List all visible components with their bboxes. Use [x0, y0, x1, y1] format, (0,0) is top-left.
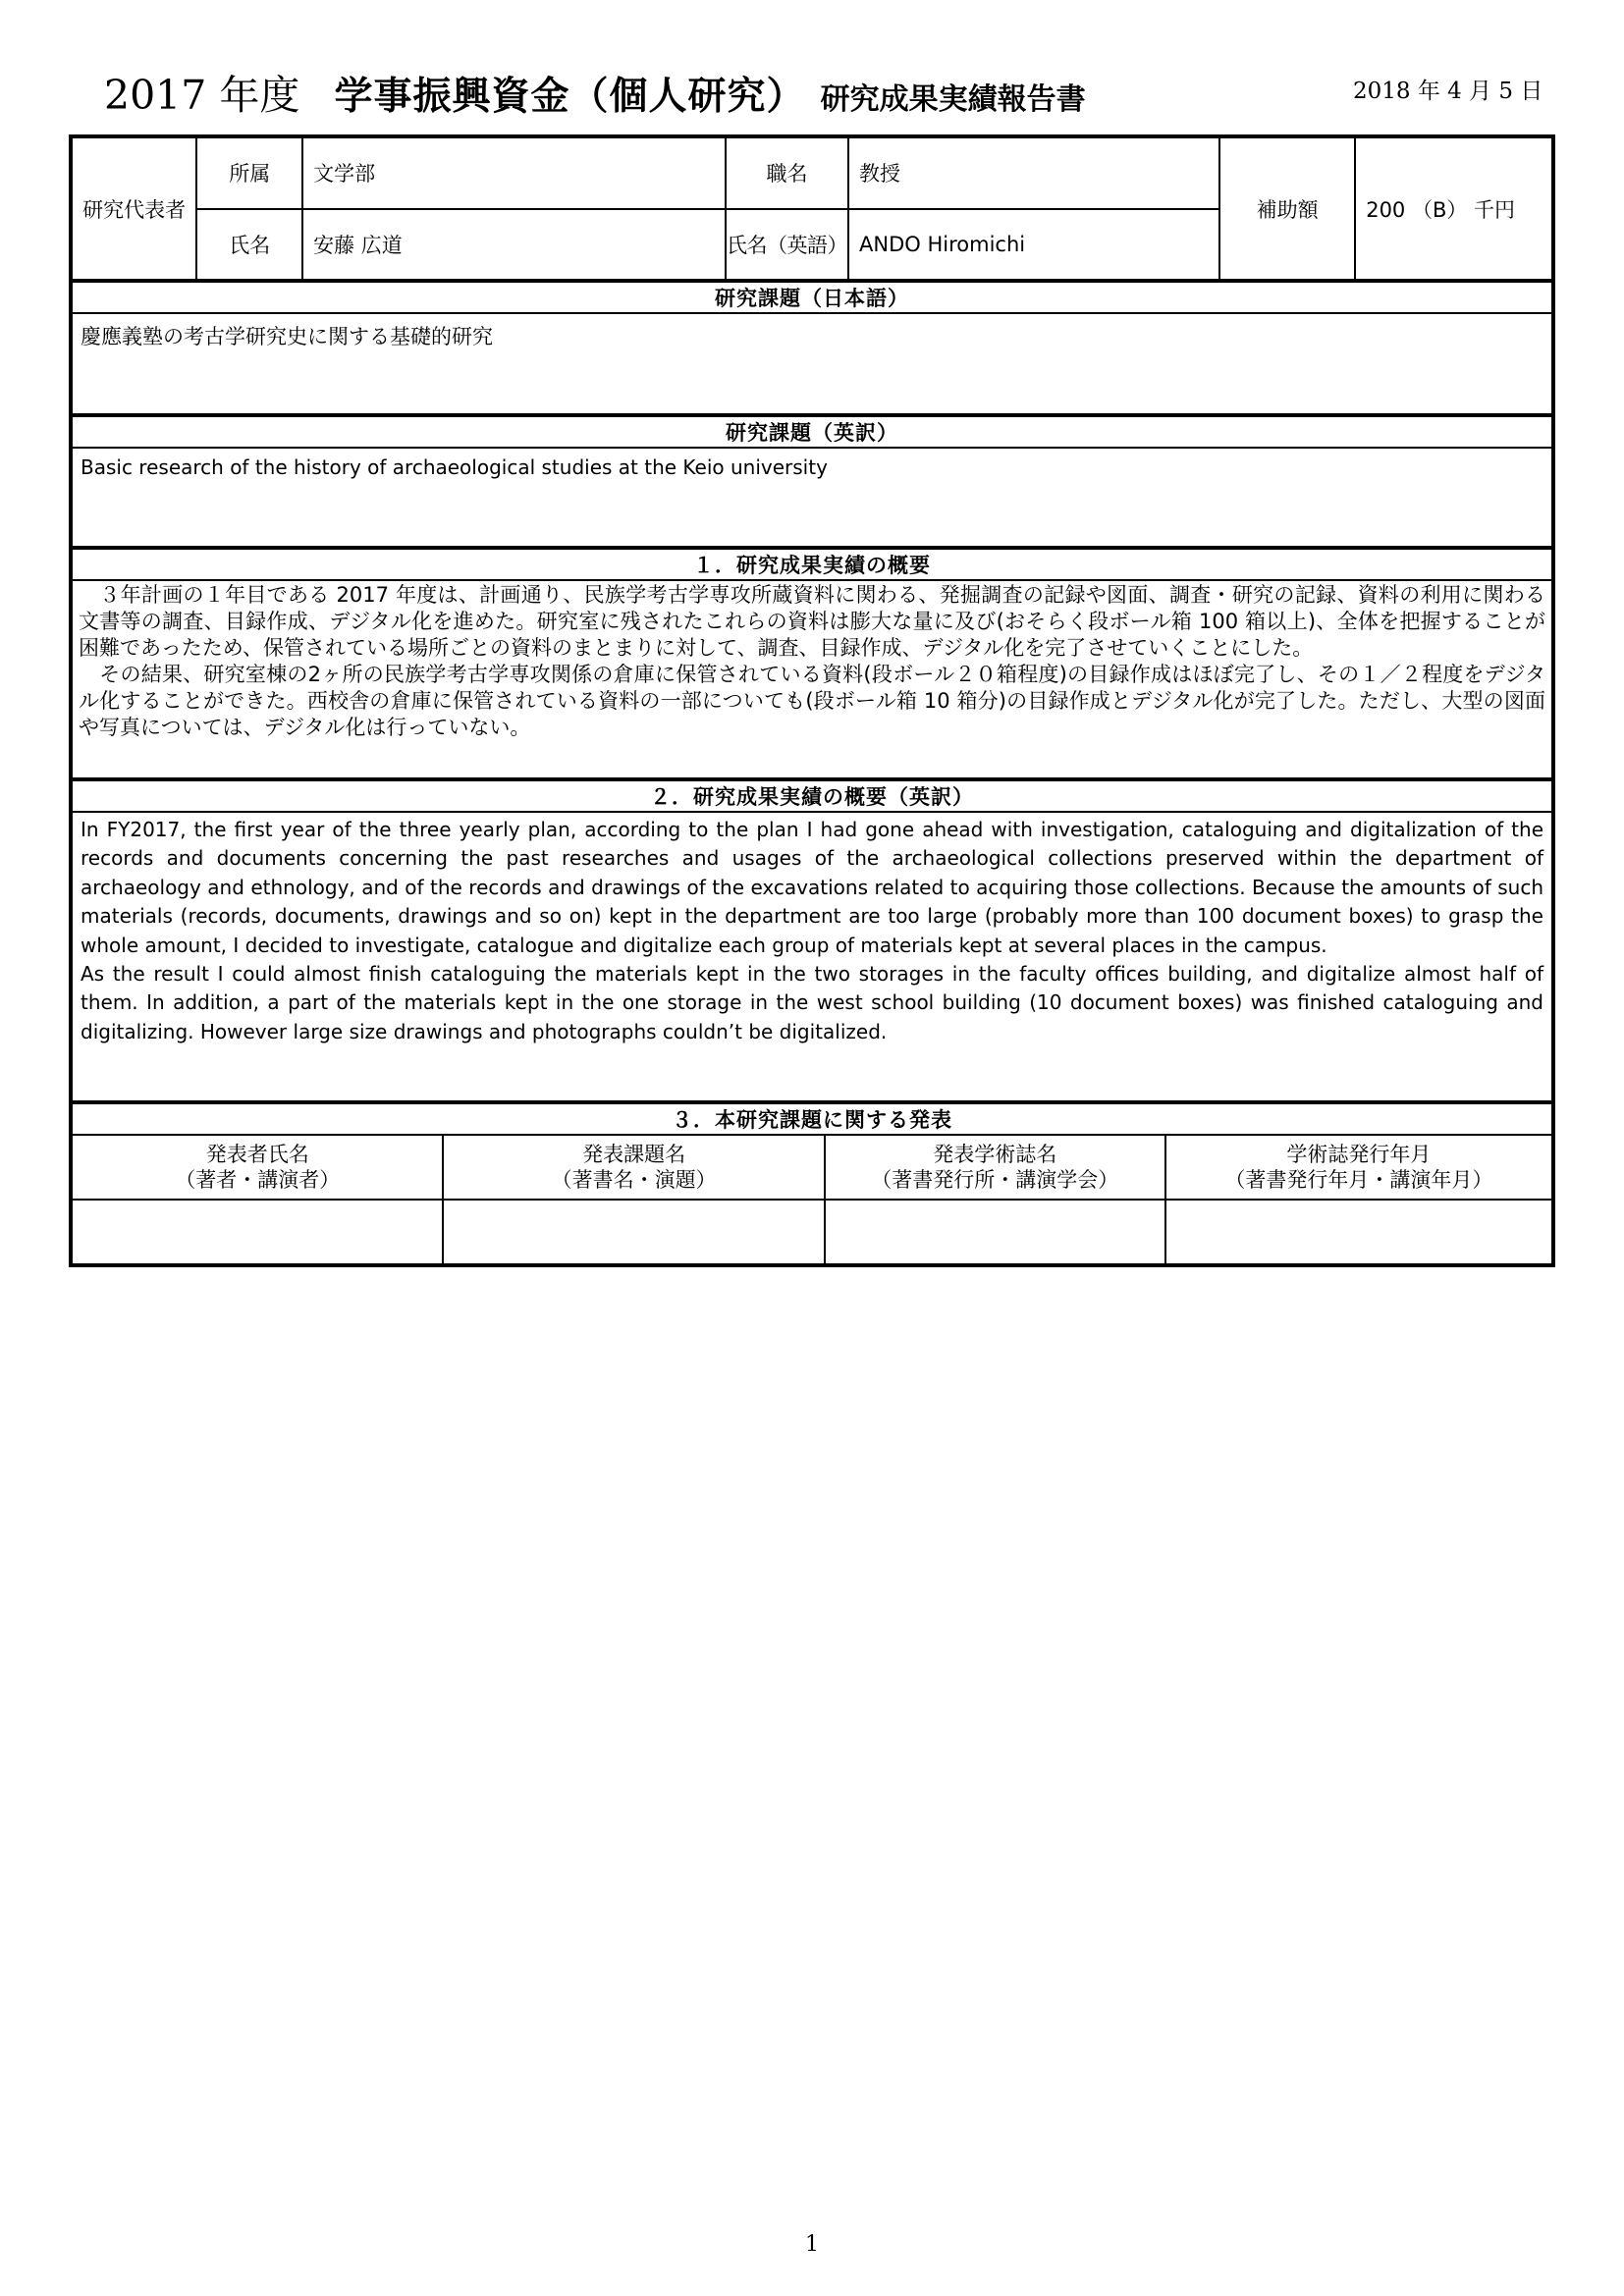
presentations-empty-row	[73, 1201, 1551, 1263]
summary-en-paragraph-1: In FY2017, the first year of the three yearly plan, according to the plan I had gone ahead with investigation, cataloguing and digitalization of the records and documents concerning the past researches and usages of the archaeological collections preserved within the department of archaeology and ethnology, and of the records and drawings of the excavations related to acquiring those collections. Because the amounts of such materials (records, documents, drawings and so on) kept in the department are too large (probably more than 100 document boxes) to grasp the whole amount, I decided to investigate, catalogue and digitalize each group of materials kept at several places in the campus.	[81, 818, 1543, 957]
col-journal-line2: （著書発行所・講演学会）	[871, 1168, 1119, 1192]
research-title-en-heading: 研究課題（英訳）	[73, 417, 1551, 449]
position-value: 教授	[849, 138, 1218, 208]
research-title-ja-heading: 研究課題（日本語）	[73, 283, 1551, 314]
research-title-ja-text: 慶應義塾の考古学研究史に関する基礎的研究	[73, 314, 1551, 417]
col-journal-line1: 発表学術誌名	[933, 1143, 1057, 1166]
col-date-line1: 学術誌発行年月	[1286, 1143, 1432, 1166]
summary-en-heading: ２．研究成果実績の概要（英訳）	[73, 781, 1551, 813]
col-presenter-line2: （著者・講演者）	[175, 1168, 341, 1192]
name-english-label: 氏名（英語）	[727, 210, 847, 280]
col-topic-line2: （著書名・演題）	[551, 1168, 717, 1192]
title-subtitle: 研究成果実績報告書	[820, 82, 1086, 117]
document-date: 2018 年 4 月 5 日	[1353, 79, 1543, 104]
page-number: 1	[805, 2232, 819, 2257]
representative-label: 研究代表者	[73, 138, 195, 279]
research-title-en-text: Basic research of the history of archaeological studies at the Keio university	[73, 449, 1551, 550]
affiliation-label: 所属	[197, 138, 301, 208]
empty-cell-date	[1166, 1201, 1551, 1263]
title-year: 2017 年度	[104, 72, 300, 119]
name-value: 安藤 広道	[303, 210, 725, 280]
name-label: 氏名	[197, 210, 301, 280]
summary-ja-heading: １．研究成果実績の概要	[73, 550, 1551, 581]
summary-en-paragraph-2: As the result I could almost finish cataloguing the materials kept in the two storages in the faculty offices building, and digitalize almost half of them. In addition, a part of the materials kept in the one storage in the west school building (10 document boxes) was finished cataloguing and digitalizing. However large size drawings and photographs couldn’t be digitalized.	[81, 962, 1543, 1043]
col-date-line2: （著書発行年月・講演年月）	[1224, 1168, 1493, 1192]
title-main: 学事振興資金（個人研究）	[334, 75, 806, 119]
subsidy-amount: 200 （B） 千円	[1356, 138, 1551, 279]
summary-en-text	[73, 813, 1551, 1104]
affiliation-value: 文学部	[303, 138, 725, 208]
position-label: 職名	[727, 138, 847, 208]
presentations-header-row	[73, 1136, 1551, 1201]
presentations-col-presenter	[73, 1136, 442, 1199]
presentations-heading: ３．本研究課題に関する発表	[73, 1104, 1551, 1136]
empty-cell-journal	[826, 1201, 1164, 1263]
document-title	[104, 63, 1086, 121]
col-presenter-line1: 発表者氏名	[205, 1143, 309, 1166]
name-english-value: ANDO Hiromichi	[849, 210, 1218, 280]
presentations-col-journal	[826, 1136, 1164, 1199]
summary-ja-paragraph-2: その結果、研究室棟の2ヶ所の民族学考古学専攻関係の倉庫に保管されている資料(段ボール２０箱程度)の目録作成はほぼ完了し、その１／２程度をデジタル化することができた。西校舎の倉庫に保管されている資料の一部についても(段ボール箱 10 箱分)の目録作成とデジタル化が完了した。ただし、大型の図面や写真については、デジタル化は行っていない。	[79, 663, 1545, 739]
presentations-col-topic	[444, 1136, 823, 1199]
summary-ja-text	[73, 581, 1551, 781]
summary-ja-paragraph-1: ３年計画の１年目である 2017 年度は、計画通り、民族学考古学専攻所蔵資料に関わる、発掘調査の記録や図面、調査・研究の記録、資料の利用に関わる文書等の調査、目録作成、デジタル化を進めた。研究室に残されたこれらの資料は膨大な量に及び(おそらく段ボール箱 100 箱以上)、全体を把握することが困難であったため、保管されている場所ごとの資料のまとまりに対して、調査、目録作成、デジタル化を完了させていくことにした。	[79, 583, 1545, 660]
presentations-col-date	[1166, 1136, 1551, 1199]
empty-cell-presenter	[73, 1201, 442, 1263]
empty-cell-topic	[444, 1201, 823, 1263]
col-topic-line1: 発表課題名	[582, 1143, 686, 1166]
representative-section	[73, 138, 1551, 283]
subsidy-label: 補助額	[1220, 138, 1354, 279]
report-form-table	[69, 134, 1555, 1267]
